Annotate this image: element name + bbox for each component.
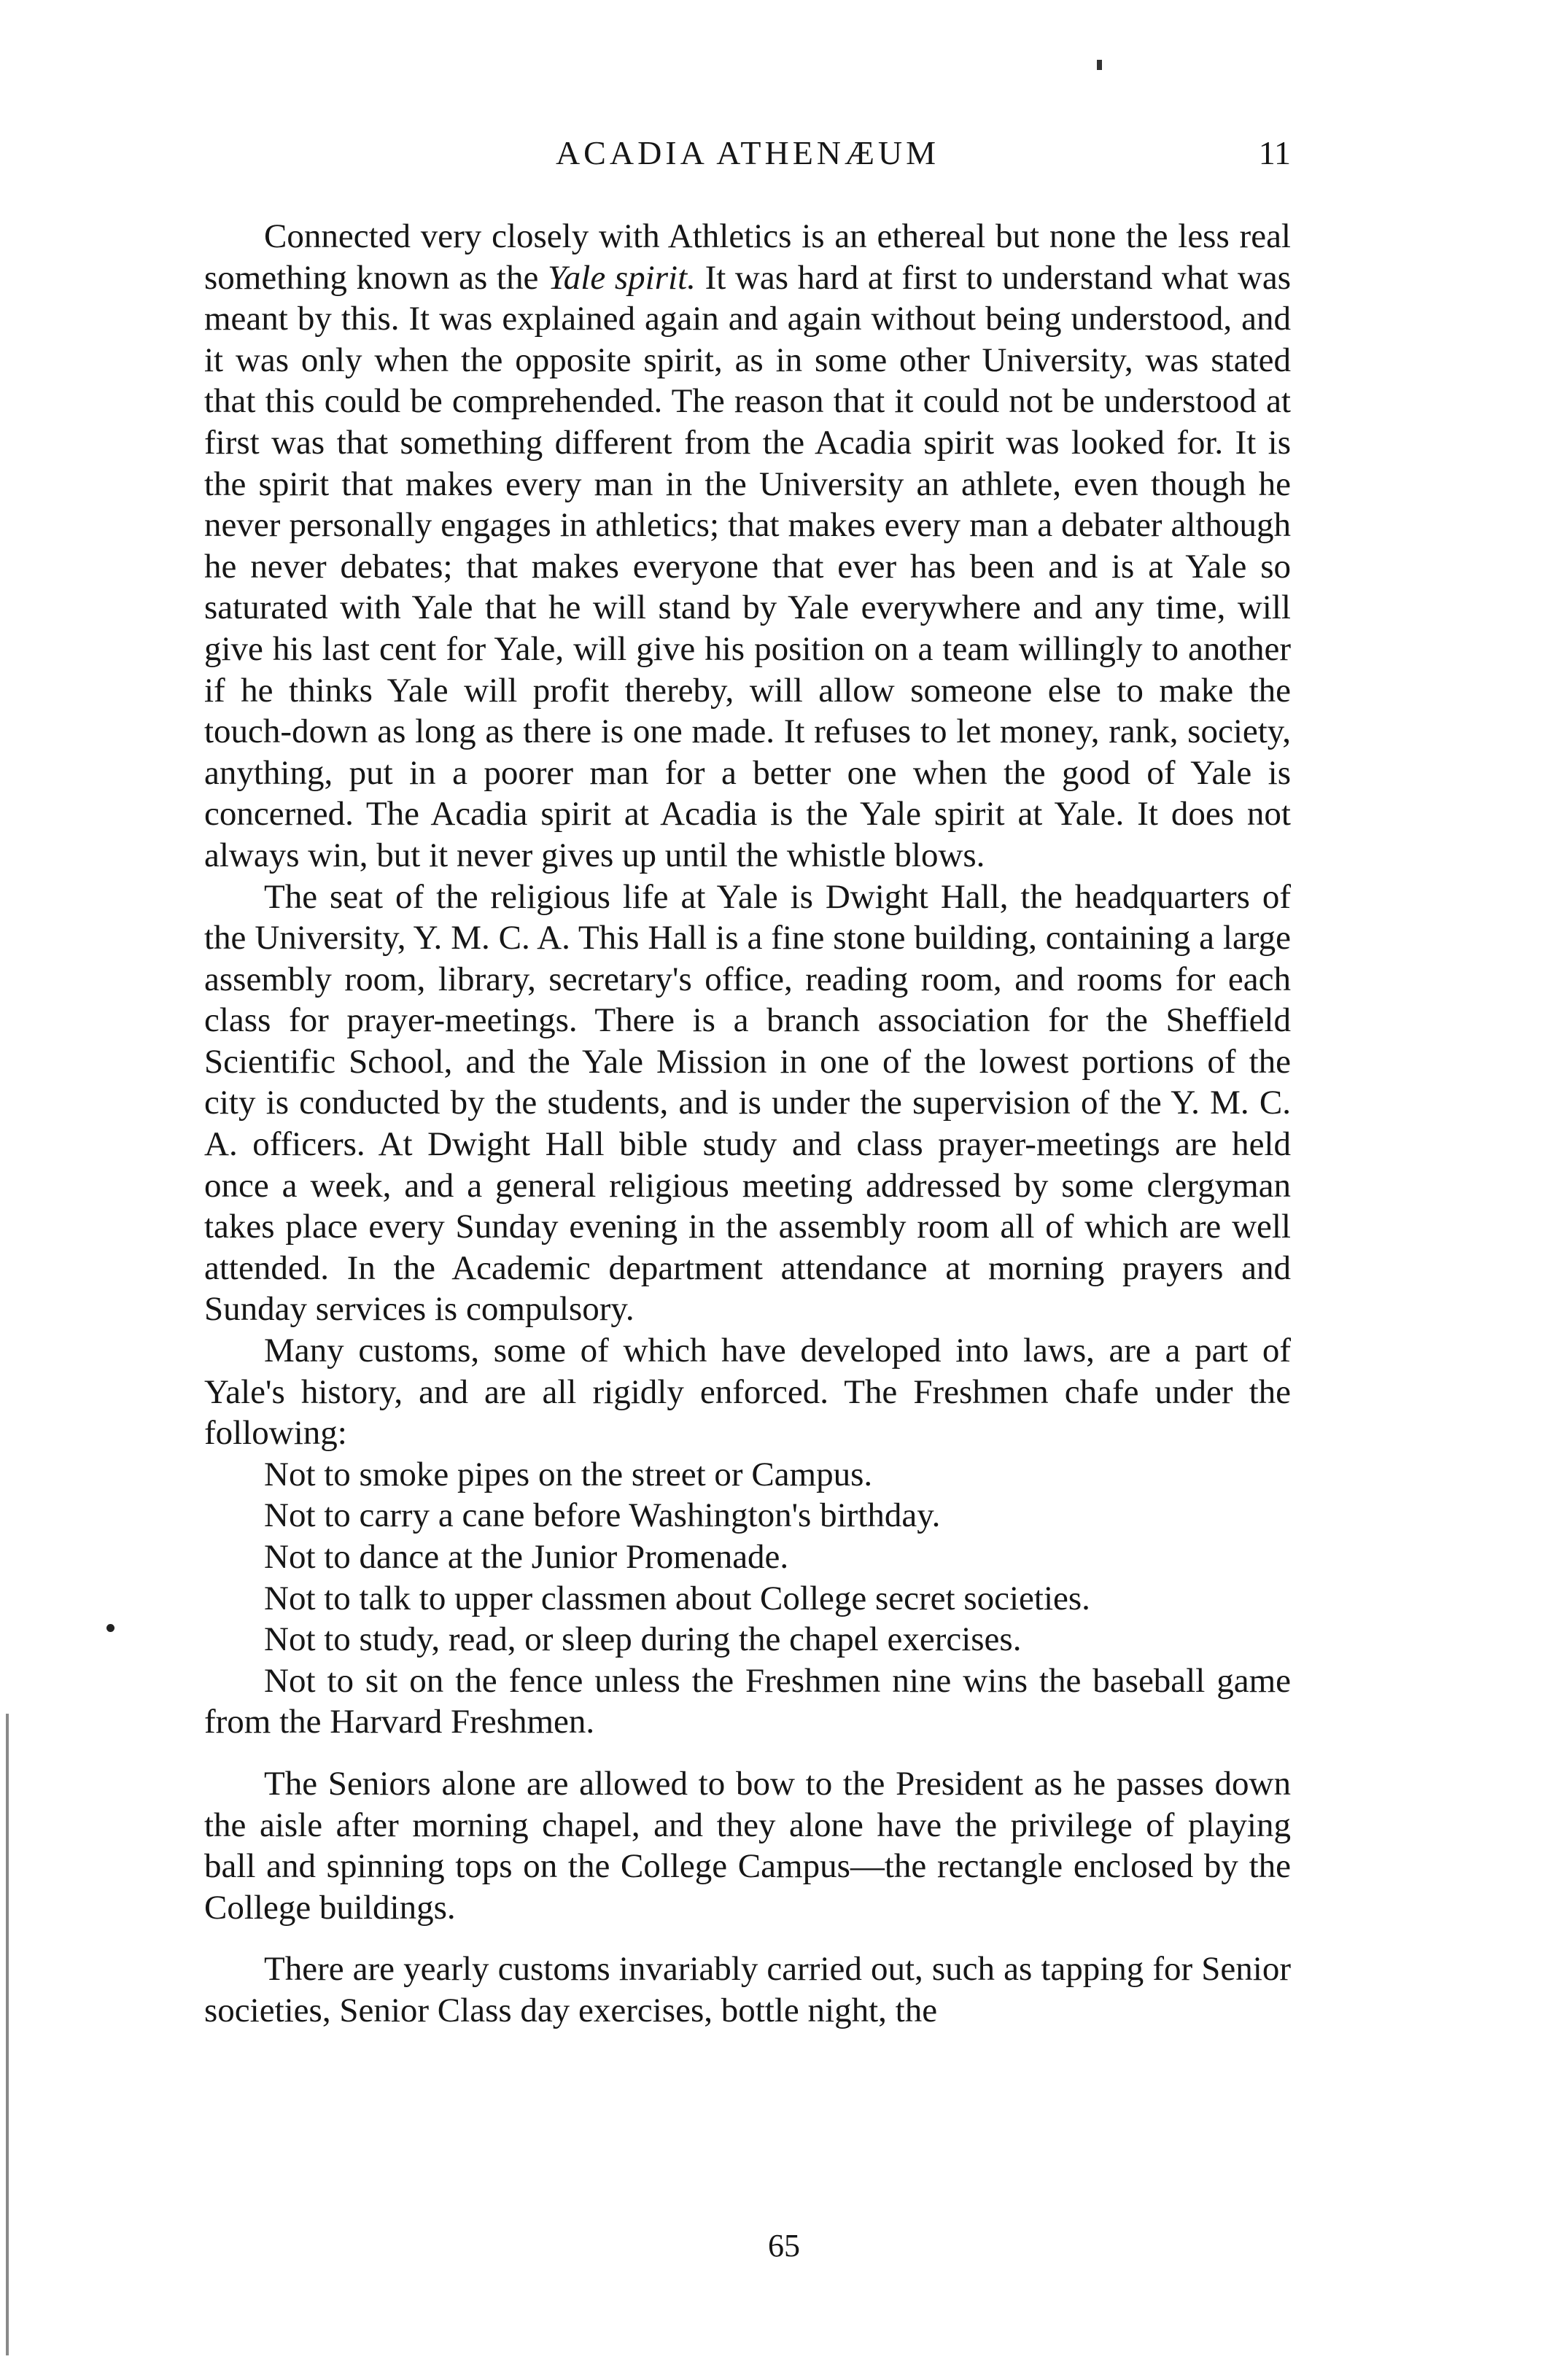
paragraph-religious-life: The seat of the religious life at Yale is Dwight Hall, the headquarters of the University, Y. M. C. A. This Hall is a fine stone building, containing a large assembly room, library, secretary's office, reading room, and rooms for each class for prayer-meetings. There is a branch association for the Sheffield Scientific School, and the Yale Mission in one of the lowest portions of the city is conducted by the students, and is under the supervision of the Y. M. C. A. officers. At Dwight Hall bible study and class prayer-meetings are held once a week, and a general religious meeting addressed by some clergyman takes place every Sunday evening in the assembly room all of which are well attended. In the Academic department attendance at morning prayers and Sunday services is compulsory. (204, 877, 1291, 1329)
freshmen-rule: Not to sit on the fence unless the Freshmen nine wins the baseball game from the Harvard Freshmen. (204, 1661, 1291, 1741)
scan-speck (1097, 60, 1102, 70)
paragraph-yearly-customs: There are yearly customs invariably carried out, such as tapping for Senior societies, Senior Class day exercises, bottle night, the (204, 1950, 1291, 2029)
paragraph-seniors: The Seniors alone are allowed to bow to the President as he passes down the aisle after morning chapel, and they alone have the privilege of playing ball and spinning tops on the College Campus—the rectangle enclosed by the College buildings. (204, 1764, 1291, 1927)
running-header (204, 127, 1291, 193)
paragraph-yale-spirit (204, 216, 1291, 877)
freshmen-rule: Not to carry a cane before Washington's birthday. (264, 1496, 941, 1535)
yale-spirit-text-after: It was hard at first to understand what was meant by this. It was explained again and again without being understood, and it was only when the opposite spirit, as in some other University, was stated that this could be comprehended. The reason that it could not be understood at first was that something different from the Acadia spirit was looked for. It is the spirit that makes every man in the University an athlete, even though he never personally engages in athletics; that makes every man a debater although he never debates; that makes everyone that ever has been and is at Yale so saturated with Yale that he will stand by Yale everywhere and any time, will give his last cent for Yale, will give his position on a team willingly to another if he thinks Yale will profit thereby, will allow someone else to make the touch-down as long as there is one made. It refuses to let money, rank, society, anything, put in a poorer man for a better one when the good of Yale is concerned. The Acadia spirit at Acadia is the Yale spirit at Yale. It does not always win, but it never gives up until the whistle blows. (204, 258, 1292, 874)
freshmen-rule: Not to dance at the Junior Promenade. (264, 1538, 789, 1576)
folio-number: 11 (1258, 134, 1291, 171)
margin-bullet (106, 1624, 115, 1632)
freshmen-rule: Not to study, read, or sleep during the chapel exercises. (264, 1620, 1022, 1659)
yale-spirit-emphasis: Yale spirit. (547, 258, 696, 297)
paragraph-customs-intro: Many customs, some of which have developed into laws, are a part of Yale's history, and are all rigidly enforced. The Freshmen chafe under the following: (204, 1332, 1291, 1453)
freshmen-rule: Not to talk to upper classmen about College secret societies. (264, 1579, 1090, 1617)
article-body (204, 216, 1291, 2032)
freshmen-rule: Not to smoke pipes on the street or Campus. (264, 1455, 873, 1493)
running-title: ACADIA ATHENÆUM (555, 134, 940, 171)
freshmen-rules-list (204, 1454, 1291, 1743)
yale-spirit-text-before: Connected very closely with Athletics is an ethereal but none the less real something known as the (204, 217, 1291, 297)
page-number: 65 (768, 2228, 800, 2264)
